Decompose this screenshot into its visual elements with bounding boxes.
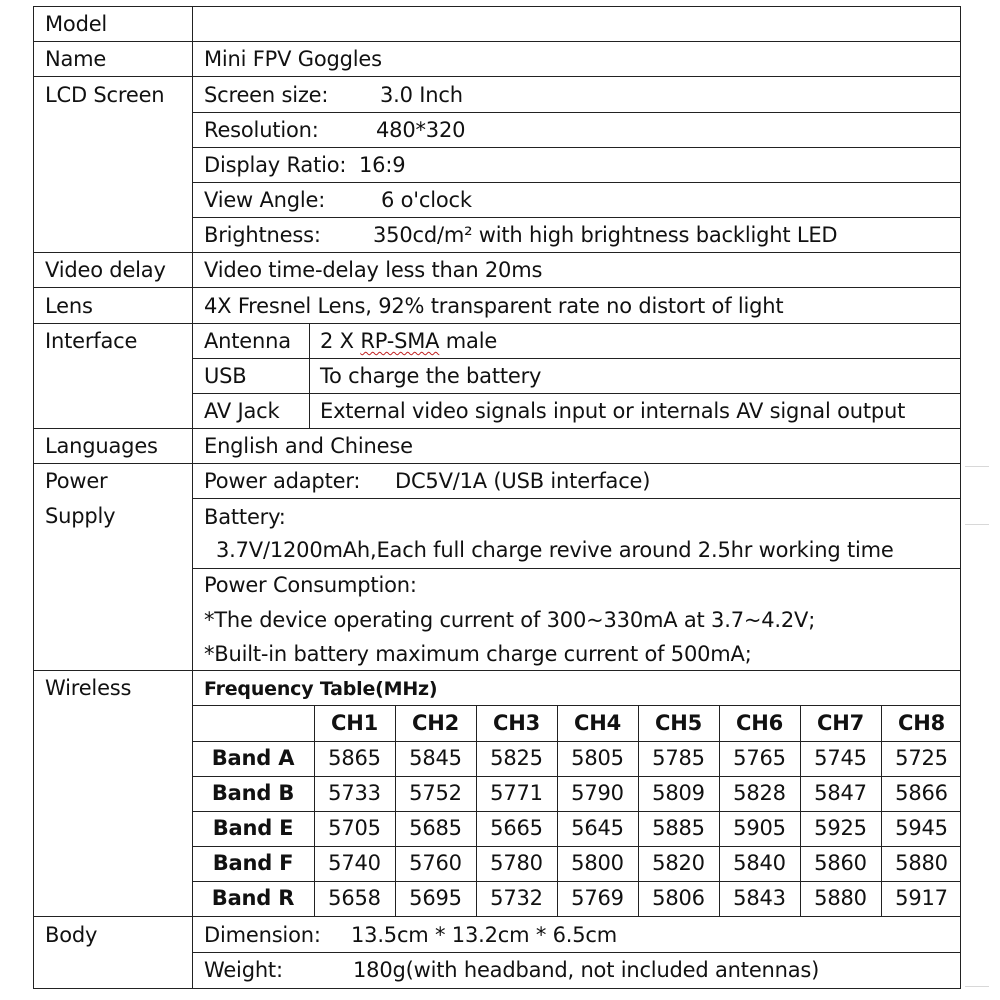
body-dimension-key: Dimension: bbox=[204, 923, 321, 947]
grid-line bbox=[192, 147, 961, 148]
grid-line bbox=[33, 76, 961, 77]
grid-line bbox=[719, 705, 720, 916]
interface-value-usb: To charge the battery bbox=[320, 364, 542, 388]
interface-value-av-jack: External video signals input or internals AV signal output bbox=[320, 399, 906, 423]
label-interface: Interface bbox=[45, 329, 138, 353]
grid-line bbox=[33, 323, 961, 324]
frequency-cell: 5843 bbox=[733, 886, 786, 910]
grid-line bbox=[33, 428, 961, 429]
interface-key-antenna: Antenna bbox=[204, 329, 291, 353]
antenna-prefix: 2 X bbox=[320, 329, 361, 353]
frequency-cell: 5732 bbox=[490, 886, 543, 910]
grid-line bbox=[33, 916, 961, 917]
value-name: Mini FPV Goggles bbox=[204, 47, 382, 71]
frequency-cell: 5840 bbox=[733, 851, 786, 875]
frequency-cell: 5925 bbox=[814, 816, 867, 840]
lcd-value-brightness: 350cd/m² with high brightness backlight LED bbox=[373, 223, 838, 247]
frequency-cell: 5665 bbox=[490, 816, 543, 840]
frequency-cell: 5685 bbox=[409, 816, 462, 840]
frequency-cell: 5917 bbox=[895, 886, 948, 910]
lcd-key-resolution: Resolution: bbox=[204, 118, 319, 142]
band-label: Band B bbox=[211, 781, 295, 805]
label-lcd-screen: LCD Screen bbox=[45, 83, 165, 107]
antenna-rp-sma: RP-SMA bbox=[360, 329, 440, 353]
channel-header: CH5 bbox=[655, 711, 702, 735]
frequency-cell: 5828 bbox=[733, 781, 786, 805]
battery-key: Battery: bbox=[204, 505, 286, 529]
frequency-cell: 5847 bbox=[814, 781, 867, 805]
edge-mark bbox=[965, 466, 989, 467]
label-name: Name bbox=[45, 47, 107, 71]
grid-line bbox=[638, 705, 639, 916]
label-video-delay: Video delay bbox=[45, 258, 166, 282]
frequency-cell: 5885 bbox=[652, 816, 705, 840]
power-adapter-key: Power adapter: bbox=[204, 469, 361, 493]
grid-line bbox=[192, 568, 961, 569]
band-label: Band F bbox=[212, 851, 294, 875]
grid-line bbox=[395, 705, 396, 916]
value-video-delay: Video time-delay less than 20ms bbox=[204, 258, 543, 282]
lcd-key-view-angle: View Angle: bbox=[204, 188, 326, 212]
frequency-cell: 5945 bbox=[895, 816, 948, 840]
interface-key-av-jack: AV Jack bbox=[204, 399, 280, 423]
grid-line bbox=[192, 881, 961, 882]
frequency-cell: 5771 bbox=[490, 781, 543, 805]
channel-header: CH2 bbox=[412, 711, 459, 735]
power-consumption-key: Power Consumption: bbox=[204, 573, 417, 597]
frequency-table-title: Frequency Table(MHz) bbox=[204, 678, 438, 700]
grid-line bbox=[192, 182, 961, 183]
grid-line bbox=[192, 217, 961, 218]
frequency-cell: 5705 bbox=[328, 816, 381, 840]
grid-line bbox=[476, 705, 477, 916]
grid-line bbox=[33, 252, 961, 253]
frequency-cell: 5820 bbox=[652, 851, 705, 875]
frequency-cell: 5825 bbox=[490, 746, 543, 770]
frequency-cell: 5806 bbox=[652, 886, 705, 910]
frequency-cell: 5740 bbox=[328, 851, 381, 875]
body-weight-value: 180g(with headband, not included antennas) bbox=[353, 958, 820, 982]
frequency-cell: 5905 bbox=[733, 816, 786, 840]
grid-line bbox=[192, 811, 961, 812]
frequency-cell: 5790 bbox=[571, 781, 624, 805]
grid-line bbox=[192, 498, 961, 499]
edge-mark bbox=[965, 986, 989, 987]
channel-header: CH7 bbox=[817, 711, 864, 735]
frequency-cell: 5733 bbox=[328, 781, 381, 805]
grid-line bbox=[192, 776, 961, 777]
channel-header: CH4 bbox=[574, 711, 621, 735]
grid-line bbox=[881, 705, 882, 916]
frequency-cell: 5765 bbox=[733, 746, 786, 770]
frequency-cell: 5845 bbox=[409, 746, 462, 770]
frequency-cell: 5658 bbox=[328, 886, 381, 910]
frequency-cell: 5752 bbox=[409, 781, 462, 805]
label-wireless: Wireless bbox=[45, 676, 132, 700]
value-lens: 4X Fresnel Lens, 92% transparent rate no distort of light bbox=[204, 294, 784, 318]
lcd-key-brightness: Brightness: bbox=[204, 223, 321, 247]
grid-line bbox=[192, 846, 961, 847]
grid-line bbox=[800, 705, 801, 916]
frequency-cell: 5865 bbox=[328, 746, 381, 770]
lcd-value-view-angle: 6 o'clock bbox=[381, 188, 472, 212]
power-adapter-value: DC5V/1A (USB interface) bbox=[395, 469, 651, 493]
grid-line bbox=[192, 741, 961, 742]
frequency-cell: 5645 bbox=[571, 816, 624, 840]
channel-header: CH6 bbox=[736, 711, 783, 735]
lcd-key-screen-size: Screen size: bbox=[204, 83, 329, 107]
band-label: Band A bbox=[211, 746, 295, 770]
grid-line bbox=[33, 287, 961, 288]
label-body: Body bbox=[45, 923, 98, 947]
frequency-cell: 5760 bbox=[409, 851, 462, 875]
frequency-cell: 5800 bbox=[571, 851, 624, 875]
antenna-suffix: male bbox=[439, 329, 498, 353]
label-languages: Languages bbox=[45, 434, 158, 458]
body-weight-key: Weight: bbox=[204, 958, 283, 982]
grid-line bbox=[33, 463, 961, 464]
grid-line bbox=[33, 670, 961, 671]
power-consumption-line2: *Built-in battery maximum charge current of 500mA; bbox=[204, 642, 752, 666]
frequency-cell: 5745 bbox=[814, 746, 867, 770]
frequency-cell: 5780 bbox=[490, 851, 543, 875]
grid-line bbox=[309, 323, 310, 428]
battery-value: 3.7V/1200mAh,Each full charge revive around 2.5hr working time bbox=[216, 538, 894, 562]
channel-header: CH3 bbox=[493, 711, 540, 735]
frequency-cell: 5880 bbox=[895, 851, 948, 875]
frequency-cell: 5860 bbox=[814, 851, 867, 875]
frequency-cell: 5866 bbox=[895, 781, 948, 805]
band-label: Band R bbox=[211, 886, 295, 910]
grid-line bbox=[192, 112, 961, 113]
edge-mark bbox=[965, 524, 989, 525]
frequency-cell: 5880 bbox=[814, 886, 867, 910]
frequency-cell: 5805 bbox=[571, 746, 624, 770]
grid-line bbox=[192, 393, 961, 394]
frequency-cell: 5809 bbox=[652, 781, 705, 805]
label-model: Model bbox=[45, 12, 108, 36]
frequency-cell: 5785 bbox=[652, 746, 705, 770]
grid-line bbox=[557, 705, 558, 916]
lcd-value-resolution: 480*320 bbox=[376, 118, 466, 142]
value-languages: English and Chinese bbox=[204, 434, 413, 458]
frequency-cell: 5725 bbox=[895, 746, 948, 770]
label-power: Power bbox=[45, 469, 108, 493]
label-lens: Lens bbox=[45, 294, 93, 318]
channel-header: CH8 bbox=[898, 711, 945, 735]
lcd-value-screen-size: 3.0 Inch bbox=[380, 83, 463, 107]
band-label: Band E bbox=[212, 816, 294, 840]
label-supply: Supply bbox=[45, 504, 116, 528]
grid-line bbox=[192, 952, 961, 953]
frequency-cell: 5695 bbox=[409, 886, 462, 910]
lcd-key-display-ratio: Display Ratio: bbox=[204, 153, 347, 177]
lcd-value-display-ratio: 16:9 bbox=[359, 153, 406, 177]
grid-line bbox=[314, 705, 315, 916]
grid-line bbox=[192, 6, 193, 989]
frequency-cell: 5769 bbox=[571, 886, 624, 910]
power-consumption-line1: *The device operating current of 300~330mA at 3.7~4.2V; bbox=[204, 608, 816, 632]
grid-line bbox=[192, 358, 961, 359]
grid-line bbox=[192, 705, 961, 706]
interface-key-usb: USB bbox=[204, 364, 247, 388]
grid-line bbox=[33, 41, 961, 42]
interface-value-antenna bbox=[320, 329, 497, 353]
body-dimension-value: 13.5cm * 13.2cm * 6.5cm bbox=[351, 923, 618, 947]
channel-header: CH1 bbox=[331, 711, 378, 735]
